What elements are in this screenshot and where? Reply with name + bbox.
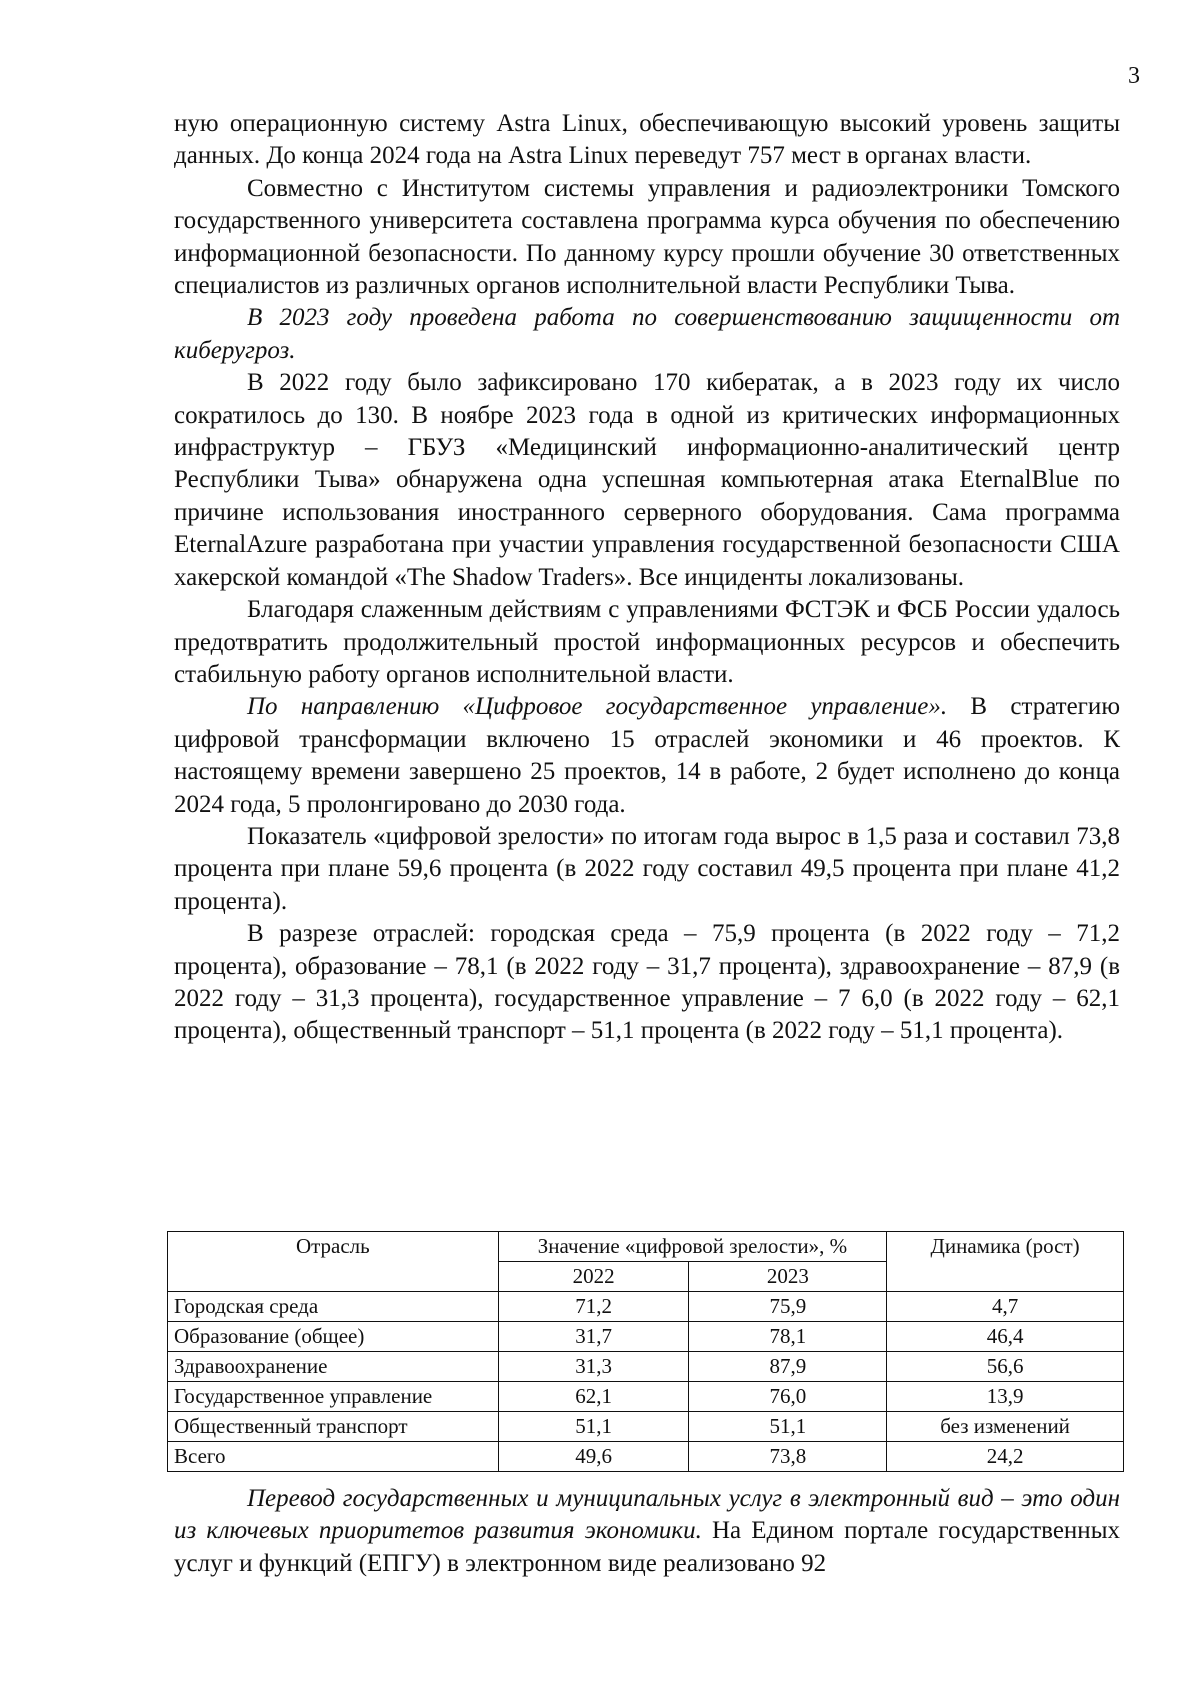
- header-value: Значение «цифровой зрелости», %: [498, 1232, 887, 1262]
- table-row: [168, 1322, 1124, 1352]
- paragraph: [174, 918, 1120, 1048]
- table-row: [168, 1292, 1124, 1322]
- digital-maturity-table-wrap: [167, 1231, 1124, 1472]
- paragraph-text: В разрезе отраслей: городская среда – 75,9 процента (в 2022 году – 71,2 процента), образование – 78,1 (в 2022 году – 31,7 процента), здравоохранение – 87,9 (в 2022 году – 31,3 процента), государственное управление – 7 6,0 (в 2022 году – 62,1 процента), общественный транспорт – 51,1 процента (в 2022 году – 51,1 процента).: [174, 920, 1120, 1045]
- paragraph-text: ную операционную систему Astra Linux, обеспечивающую высокий уровень защиты данных. До конца 2024 года на Astra Linux переведут 757 мест в органах власти.: [174, 110, 1120, 170]
- cell-branch: Государственное управление: [168, 1382, 499, 1412]
- paragraph: [174, 108, 1120, 173]
- cell-branch: Здравоохранение: [168, 1352, 499, 1382]
- cell-dynamics: 4,7: [887, 1292, 1124, 1322]
- table-row: [168, 1382, 1124, 1412]
- cell-2022: 49,6: [498, 1442, 689, 1472]
- cell-dynamics: 24,2: [887, 1442, 1124, 1472]
- cell-2022: 31,3: [498, 1352, 689, 1382]
- paragraph-italic: По направлению «Цифровое государственное управление».: [247, 693, 948, 721]
- table-header-row: [168, 1232, 1124, 1262]
- page-number: 3: [1128, 63, 1140, 89]
- cell-2023: 78,1: [689, 1322, 887, 1352]
- paragraph: [174, 691, 1120, 821]
- paragraph-italic: Перевод государственных и муниципальных услуг в электронный вид – это один из ключевых приоритетов развития экономики.: [174, 1485, 1120, 1545]
- paragraph: [174, 1483, 1120, 1580]
- cell-2023: 75,9: [689, 1292, 887, 1322]
- cell-2023: 87,9: [689, 1352, 887, 1382]
- cell-branch: Всего: [168, 1442, 499, 1472]
- paragraph-text: В 2022 году было зафиксировано 170 кибератак, а в 2023 году их число сократилось до 130. В ноябре 2023 года в одной из критических информационных инфраструктур – ГБУЗ «Медицинский информационно-аналитический центр Республики Тыва» обнаружена одна успешная компьютерная атака EternalBlue по причине использования иностранного серверного оборудования. Сама программа EternalAzure разработана при участии управления государственной безопасности США хакерской командой «The Shadow Traders». Все инциденты локализованы.: [174, 369, 1120, 591]
- header-year-2022: 2022: [498, 1262, 689, 1292]
- cell-dynamics: без изменений: [887, 1412, 1124, 1442]
- table-row: [168, 1352, 1124, 1382]
- cell-branch: Городская среда: [168, 1292, 499, 1322]
- paragraph: [174, 173, 1120, 303]
- body-text-bottom: [174, 1483, 1120, 1580]
- paragraph-text: В стратегию цифровой трансформации включено 15 отраслей экономики и 46 проектов. К настоящему времени завершено 25 проектов, 14 в работе, 2 будет исполнено до конца 2024 года, 5 пролонгировано до 2030 года.: [174, 693, 1120, 818]
- paragraph: [174, 821, 1120, 918]
- header-dynamics: Динамика (рост): [887, 1232, 1124, 1292]
- paragraph-heading: [174, 302, 1120, 367]
- cell-2022: 71,2: [498, 1292, 689, 1322]
- cell-branch: Общественный транспорт: [168, 1412, 499, 1442]
- paragraph-text: Совместно с Институтом системы управления и радиоэлектроники Томского государственного университета составлена программа курса обучения по обеспечению информационной безопасности. По данному курсу прошли обучение 30 ответственных специалистов из различных органов исполнительной власти Республики Тыва.: [174, 174, 1120, 300]
- body-text: [174, 108, 1120, 1048]
- paragraph-text: Показатель «цифровой зрелости» по итогам года вырос в 1,5 раза и составил 73,8 процента при плане 59,6 процента (в 2022 году составил 49,5 процента при плане 41,2 процента).: [174, 822, 1120, 915]
- table-row-total: [168, 1442, 1124, 1472]
- table-row: [168, 1412, 1124, 1442]
- cell-2023: 51,1: [689, 1412, 887, 1442]
- cell-dynamics: 46,4: [887, 1322, 1124, 1352]
- cell-2022: 62,1: [498, 1382, 689, 1412]
- paragraph-italic: В 2023 году проведена работа по совершенствованию защищенности от киберугроз.: [174, 304, 1120, 364]
- cell-dynamics: 56,6: [887, 1352, 1124, 1382]
- cell-2023: 76,0: [689, 1382, 887, 1412]
- paragraph-text: На Едином портале государственных услуг и функций (ЕПГУ) в электронном виде реализовано 92: [174, 1517, 1120, 1577]
- header-year-2023: 2023: [689, 1262, 887, 1292]
- paragraph-text: Благодаря слаженным действиям с управлениями ФСТЭК и ФСБ России удалось предотвратить продолжительный простой информационных ресурсов и обеспечить стабильную работу органов исполнительной власти.: [174, 596, 1120, 688]
- digital-maturity-table: [167, 1231, 1124, 1472]
- paragraph: [174, 594, 1120, 691]
- header-branch: Отрасль: [168, 1232, 499, 1292]
- paragraph: [174, 367, 1120, 594]
- cell-branch: Образование (общее): [168, 1322, 499, 1352]
- cell-dynamics: 13,9: [887, 1382, 1124, 1412]
- cell-2022: 31,7: [498, 1322, 689, 1352]
- cell-2023: 73,8: [689, 1442, 887, 1472]
- cell-2022: 51,1: [498, 1412, 689, 1442]
